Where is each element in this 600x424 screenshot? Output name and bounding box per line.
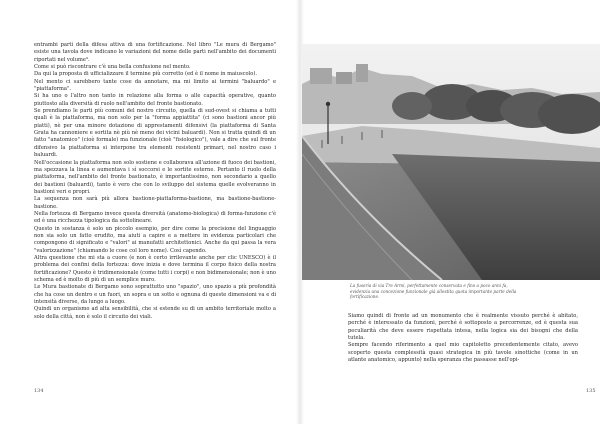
paragraph: Se prendiamo le parti più comuni del nostro circuito, quella di sud-ovest si chiama a tutti quali è la piattaforma, ma non solo per la "forma appiattita" (ci sono bastioni ancor più piatti), nè per una minore dotazione di apprestamenti difensivi (la piattaforma di Santa Grata ha cannoniere e sortita nè più nè meno dei vicini baluardi). Non si tratta quindi di un fatto "anatomico" (cioè formale) ma funzionale (cioè "fisiologico"), vale a dire che sul fronte difensivo la piattaforma si interpone tra elementi resistenti primari, nel nostro caso i baluardi. (34, 108, 276, 159)
paragraph: Quindi un organismo ad alta sensibilità, che si estende su di un ambito territoriale molto a solo della città, non è solo il circuito dei viali. (34, 306, 276, 320)
left-page (0, 0, 298, 424)
paragraph: Nella fortezza di Bergamo invece questa diversità (anatomo-biologica) di forma-funzione c'è ed è una ricchezza tipologica da sottolineare. (34, 210, 276, 225)
paragraph: Sempre facendo riferimento a quel mio capitoletto precedentemente citato, avevo scoperto questa complessità quasi strategica in più tavole sinottiche (come in un atlante anatomico, appunto) nella speranza che passasse nell'opi- (348, 342, 578, 364)
right-page (302, 0, 600, 424)
paragraph: Le Mura bastionate di Bergamo sono soprattutto uno "spazio", uno spazio a più profondità che ha cose un dentro e un fuori, un sopra e un sotto e ognuna di queste dimensioni va e di intensità diverse, da lungo a luogo. (34, 284, 276, 306)
right-text-column (348, 313, 578, 364)
page-number-right: 135 (586, 388, 596, 394)
paragraph: Nel mento ci sarebbero tante cose da annotare, ma mi limito ai termini "baluardo" e "piattaforma". (34, 78, 276, 93)
paragraph: entrambi parti della difesa attiva di una fortificazione. Nel libro "Le mura di Bergamo" esiste una tavola dove indicano le variazioni del nome delle parti nell'ambito dei documenti riportati nel volume³. (34, 42, 276, 63)
paragraph: Da qui la proposta di ufficializzare il termine più corretto (ed è il nome in maiuscolo). (34, 71, 258, 78)
photo-caption: La fuseria di via Tre Armi, perfettamente conservata e fino a poco anni fa, evidenzia una concezione funzionale già allestita quota importante parte della fortificazione. (350, 283, 517, 300)
paragraph: La sequenza non sarà più allora bastione-piattaforma-bastione, ma bastione-bastione-bastione. (34, 196, 276, 210)
city-walls-photo (302, 44, 600, 280)
page-number-left: 134 (34, 388, 44, 394)
paragraph: Come si può riscontrare c'è una bella confusione nel mento. (34, 64, 191, 71)
left-text-column (34, 42, 276, 321)
paragraph: Questo in sostanza è solo un piccolo esempio, per dire come la precisione del linguaggio non sia solo un fatto erudito, ma aiuti a capire e a mettere in evidenza particolari che compongono di significato e "valori" ai manufatti architettonici. Anche da qui passa la vera "valorizzazione" (chiamando le cose col loro nome). Così capendo. (34, 225, 276, 254)
paragraph: Siamo quindi di fronte ad un monumento che è realmente vissuto perché è abitato, perché è interessato da funzioni, perché è sottoposto a percorrenze, ed è questa sua peculiarità che deve essere rispettata intesa, nella logica sia dei bisogni che della tutela. (348, 313, 578, 342)
paragraph: Altra questione che mi sta a cuore (e non è certo irrilevante anche per clic UNESCO) è il problema dei confini della fortezza: dove inizia e dove termina il corpo fisico della nostra fortificazione? Questo è tridimensionale (come tutti i corpi) e non bidimensionale; non è uno schema ed è molto di più di un semplice muro. (34, 254, 276, 283)
paragraph: Si ha uno o l'altro non tanto in relazione alla forma o alle capacità operative, quanto piuttosto alla diversità di ruolo nell'ambito del fronte bastionato. (34, 93, 276, 107)
paragraph: Nell'occasione la piattaforma non solo sostiene e collaborava all'azione di fuoco dei bastioni, ma spezzava la linea e aumentava i sì soccorsi e le sortite esterne. Pertanto il ruolo della piattaforma, nell'ambito del fronte bastionato, è importantissimo, non secondario a quello dei bastioni (baluardi), tanto è vero che con lo sviluppo del sistema quelle evolveranno in bastioni veri e propri. (34, 159, 276, 195)
